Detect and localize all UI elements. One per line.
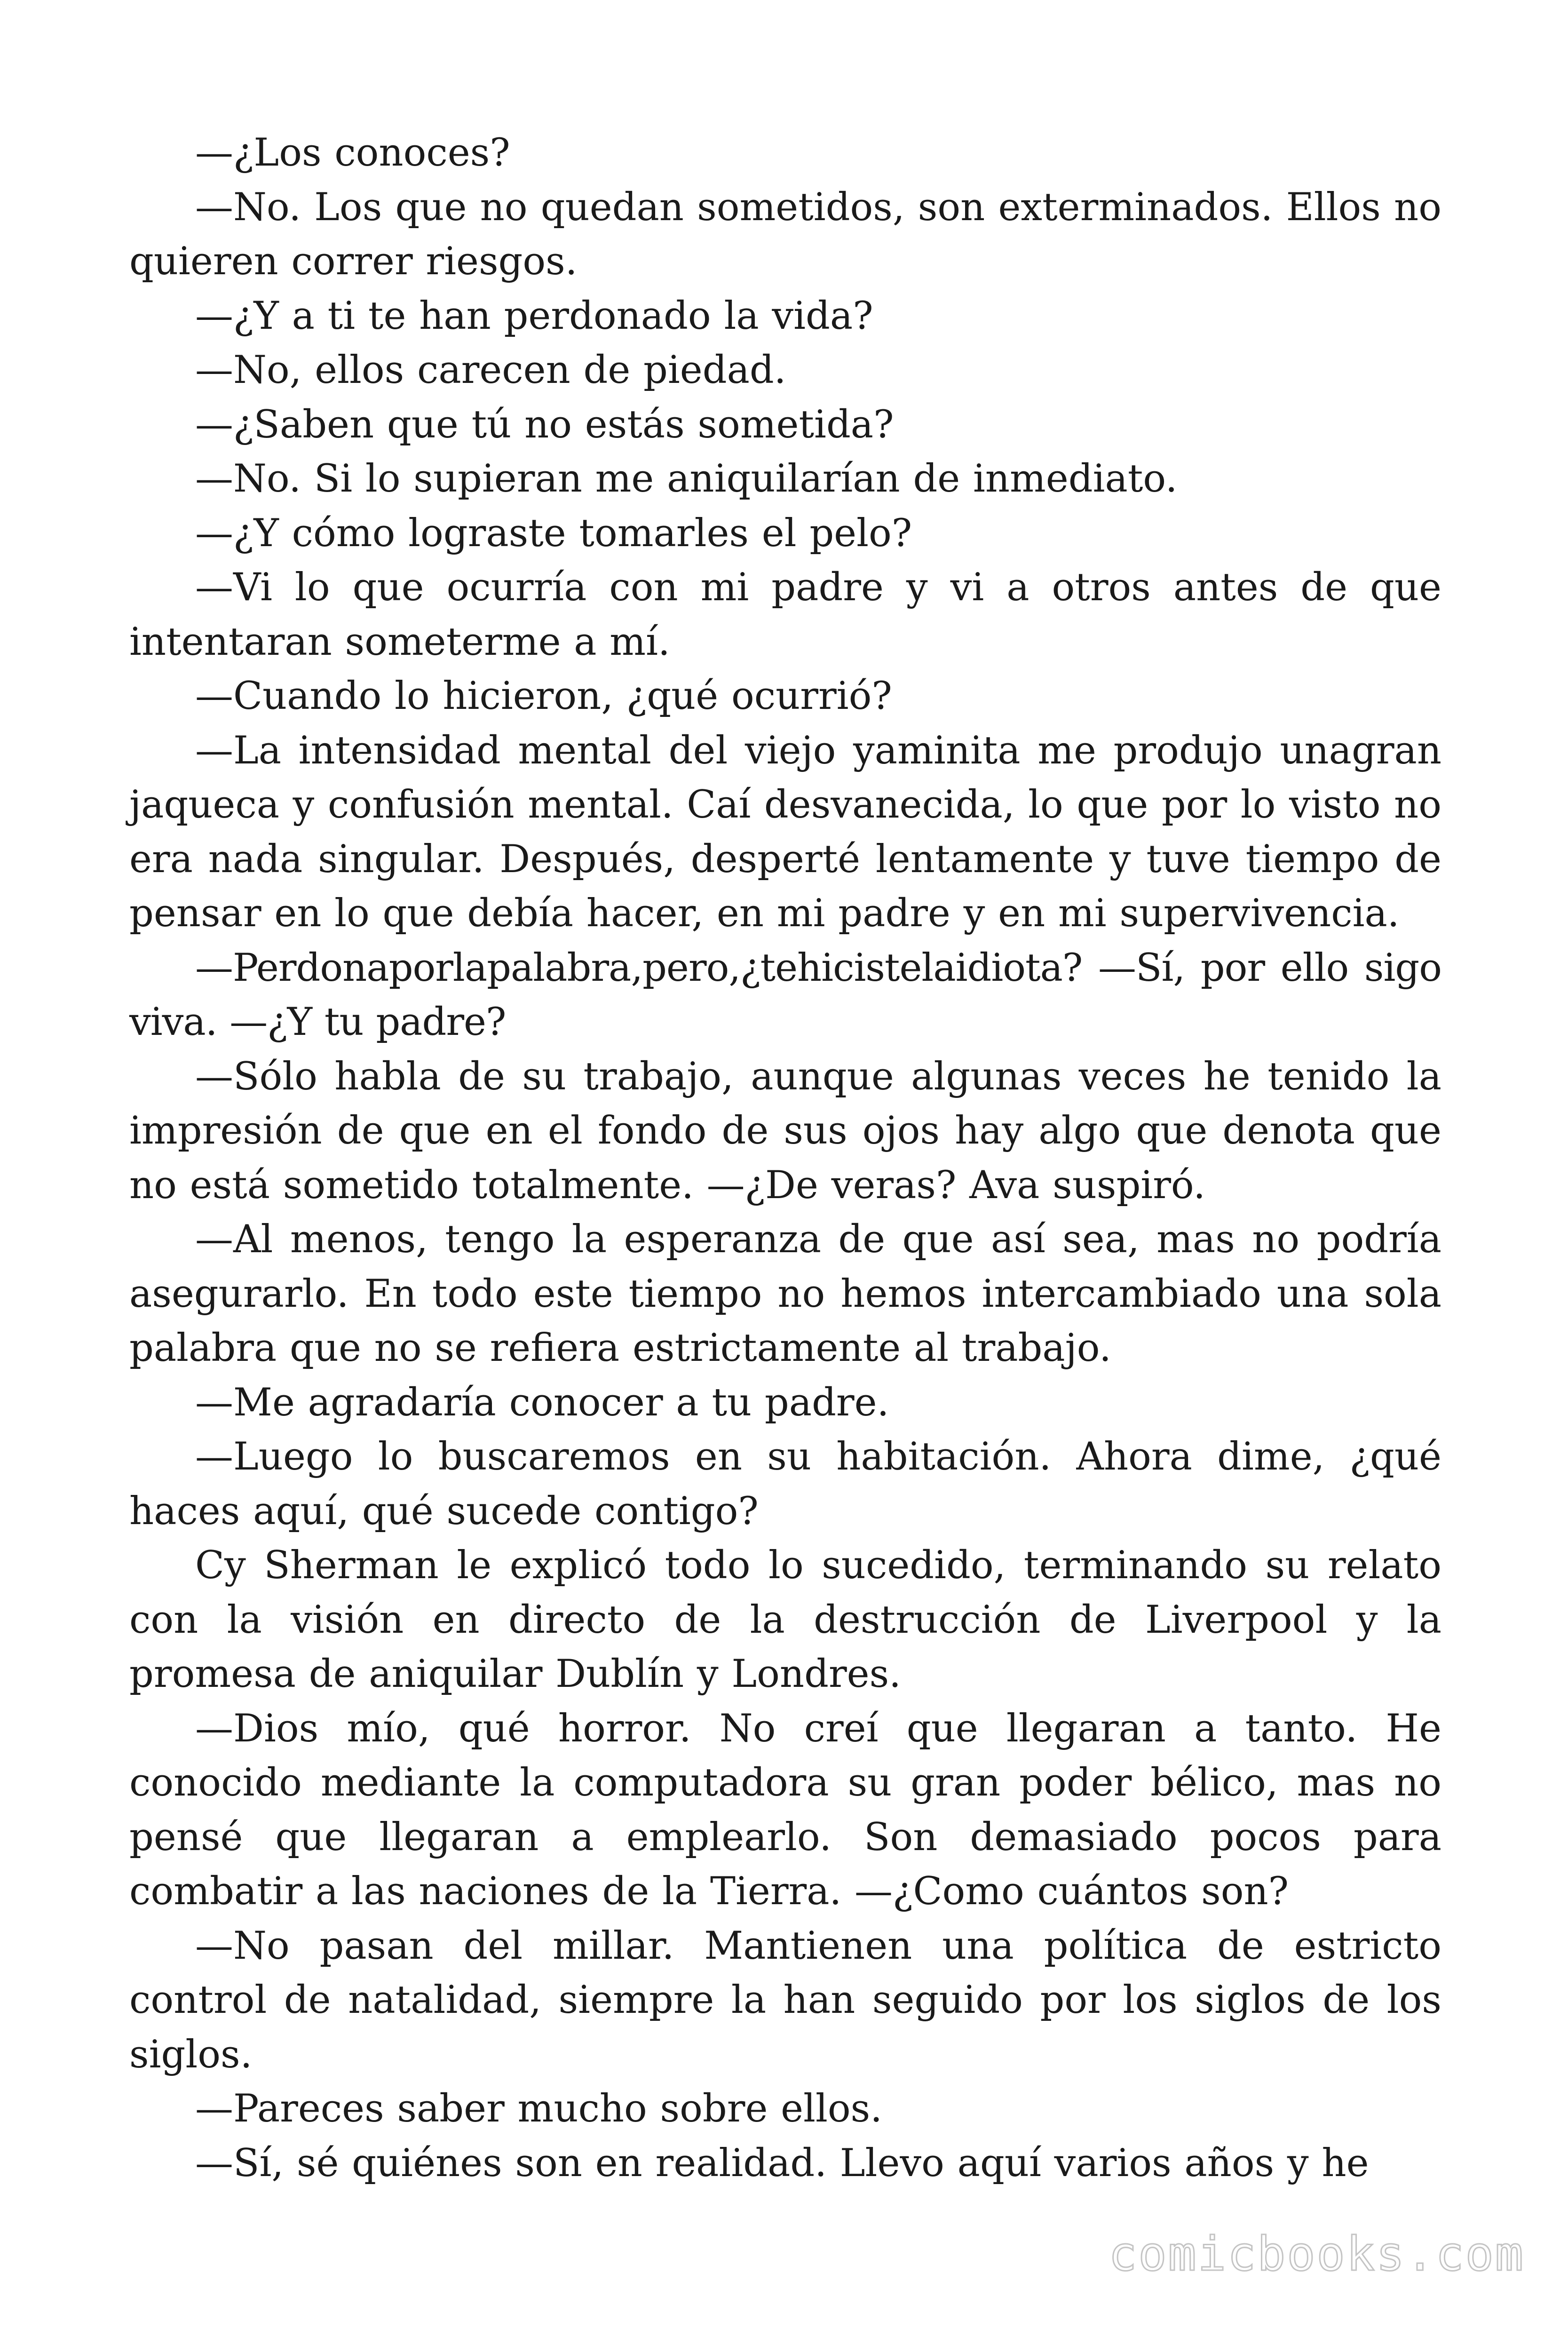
paragraph: —Vi lo que ocurría con mi padre y vi a otros antes de que intentaran someterme a mí. bbox=[129, 565, 1441, 664]
paragraph: —¿Saben que tú no estás sometida? bbox=[195, 402, 894, 447]
paragraph: —Dios mío, qué horror. No creí que llegaran a tanto. He conocido mediante la computadora su gran poder bélico, mas no pensé que llegaran a emplearlo. Son demasiado pocos para combatir a las naciones de la Tierra. —¿Como cuántos son? bbox=[129, 1706, 1441, 1914]
paragraph: —Sólo habla de su trabajo, aunque algunas veces he tenido la impresión de que en el fondo de sus ojos hay algo que denota que no está sometido totalmente. —¿De veras? Ava suspiró. bbox=[129, 1054, 1441, 1208]
watermark: comicbooks.com bbox=[1109, 2226, 1525, 2281]
paragraph: —Sí, sé quiénes son en realidad. Llevo aquí varios años y he bbox=[195, 2141, 1369, 2185]
paragraph: —Cuando lo hicieron, ¿qué ocurrió? bbox=[195, 674, 892, 718]
paragraph: —¿Y a ti te han perdonado la vida? bbox=[195, 294, 873, 338]
paragraph: Cy Sherman le explicó todo lo sucedido, terminando su relato con la visión en directo de la destrucción de Liverpool y la promesa de aniquilar Dublín y Londres. bbox=[129, 1543, 1441, 1696]
paragraph: —No. Si lo supieran me aniquilarían de inmediato. bbox=[195, 457, 1178, 501]
paragraph: —Al menos, tengo la esperanza de que así sea, mas no podría asegurarlo. En todo este tiempo no hemos intercambiado una sola palabra que no se refiera estrictamente al trabajo. bbox=[129, 1217, 1441, 1370]
paragraph: —No. Los que no quedan sometidos, son exterminados. Ellos no quieren correr riesgos. bbox=[129, 185, 1441, 284]
paragraph: —Pareces saber mucho sobre ellos. bbox=[195, 2087, 882, 2131]
paragraph: —No, ellos carecen de piedad. bbox=[195, 348, 786, 392]
paragraph: —No pasan del millar. Mantienen una política de estricto control de natalidad, siempre la han seguido por los siglos de los siglos. bbox=[129, 1923, 1441, 2077]
page-body bbox=[129, 126, 1441, 2191]
paragraph: —Perdonaporlapalabra,pero,¿tehicistelaidiota? —Sí, por ello sigo viva. —¿Y tu padre? bbox=[129, 946, 1441, 1044]
paragraph: —Me agradaría conocer a tu padre. bbox=[195, 1380, 889, 1425]
paragraph: —¿Y cómo lograste tomarles el pelo? bbox=[195, 511, 912, 556]
paragraph: —La intensidad mental del viejo yaminita me produjo unagran jaqueca y confusión mental. Caí desvanecida, lo que por lo visto no era nada singular. Después, desperté lentamente y tuve tiempo de pensar en lo que debía hacer, en mi padre y en mi supervivencia. bbox=[129, 728, 1441, 936]
paragraph: —Luego lo buscaremos en su habitación. Ahora dime, ¿qué haces aquí, qué sucede contigo? bbox=[129, 1435, 1441, 1534]
paragraph: —¿Los conoces? bbox=[195, 131, 510, 175]
